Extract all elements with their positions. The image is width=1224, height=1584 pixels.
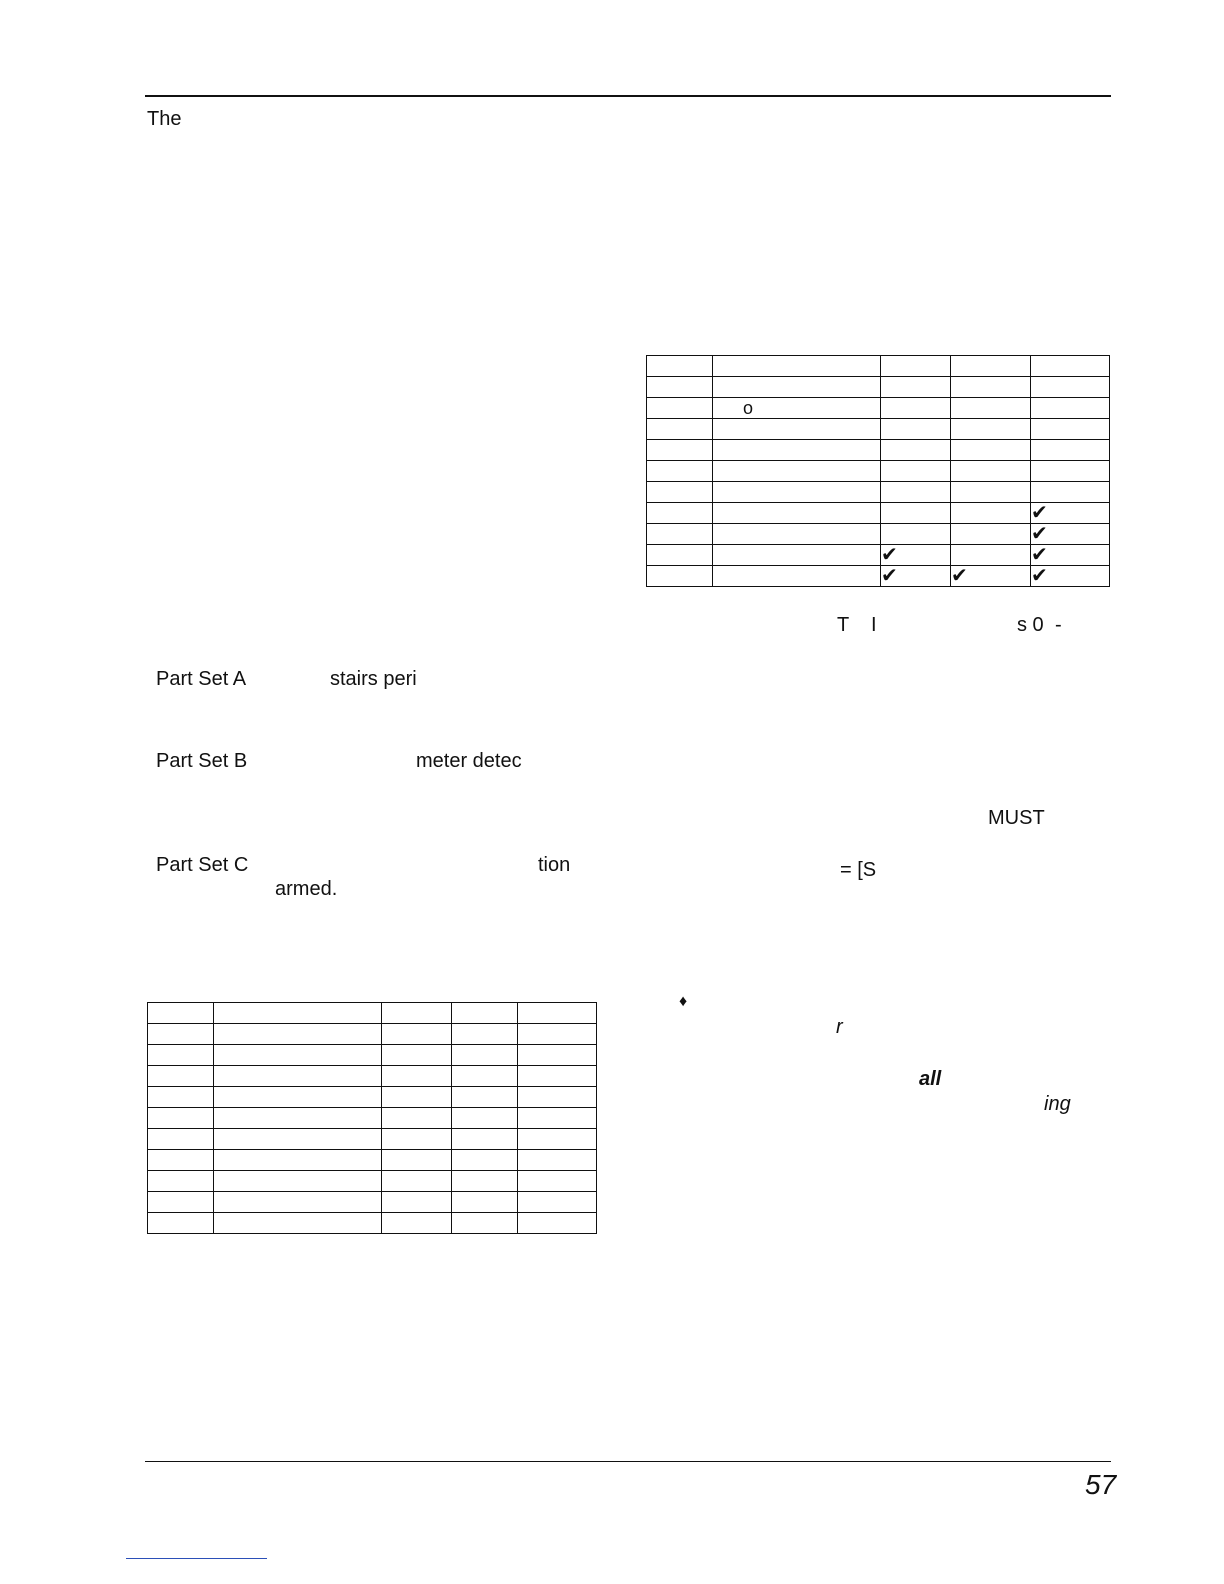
left-table-cell: [382, 1066, 452, 1087]
right-table-row: [647, 545, 1110, 566]
left-table-cell: [148, 1066, 214, 1087]
caption-fragment-dash: -: [1055, 614, 1062, 636]
right-table-cell: [713, 566, 881, 587]
right-table-row: [647, 356, 1110, 377]
left-table-cell: [452, 1108, 518, 1129]
right-table-cell: [647, 377, 713, 398]
left-table-cell: [214, 1150, 382, 1171]
left-table-cell: [214, 1108, 382, 1129]
right-table-cell: [647, 440, 713, 461]
check-mark-icon: ✔: [1031, 524, 1110, 545]
left-table-cell: [518, 1108, 597, 1129]
left-table-cell: [148, 1213, 214, 1234]
check-mark-icon: ✔: [1031, 545, 1110, 566]
right-table-cell: [951, 461, 1031, 482]
right-table-cell: [881, 461, 951, 482]
right-table-cell: [647, 482, 713, 503]
left-table-cell: [382, 1024, 452, 1045]
right-table-cell: [881, 356, 951, 377]
left-table-cell: [518, 1003, 597, 1024]
intro-word: The: [147, 108, 182, 130]
left-table-cell: [148, 1087, 214, 1108]
left-table-cell: [382, 1087, 452, 1108]
footer-link-underline: [126, 1558, 267, 1559]
right-table-row: [647, 398, 1110, 419]
right-table-cell: [647, 524, 713, 545]
left-table-row: [148, 1213, 597, 1234]
left-table-row: [148, 1003, 597, 1024]
right-table-cell: [713, 461, 881, 482]
left-table-cell: [214, 1129, 382, 1150]
left-table-cell: [148, 1003, 214, 1024]
bottom-rule: [145, 1461, 1111, 1462]
left-table-cell: [452, 1192, 518, 1213]
right-table-cell: [881, 398, 951, 419]
right-table-cell: [951, 503, 1031, 524]
left-table-cell: [148, 1150, 214, 1171]
left-table-cell: [148, 1192, 214, 1213]
left-table-cell: [214, 1066, 382, 1087]
right-table-cell: [951, 440, 1031, 461]
ing-fragment: ing: [1044, 1093, 1071, 1115]
right-table-cell: [881, 482, 951, 503]
left-table-cell: [382, 1003, 452, 1024]
left-table-cell: [452, 1066, 518, 1087]
right-table-row: [647, 440, 1110, 461]
caption-fragment-s0: s 0: [1017, 614, 1044, 636]
right-table-cell: [647, 566, 713, 587]
right-table-row: [647, 377, 1110, 398]
left-table-cell: [518, 1024, 597, 1045]
left-table-cell: [452, 1171, 518, 1192]
right-table-cell: [713, 545, 881, 566]
right-table-cell: [647, 503, 713, 524]
left-table-cell: [382, 1129, 452, 1150]
left-table-row: [148, 1108, 597, 1129]
right-table-cell: [1031, 398, 1110, 419]
left-table-row: [148, 1066, 597, 1087]
right-table-cell: [647, 398, 713, 419]
equals-fragment: = [S: [840, 859, 877, 881]
left-table-cell: [382, 1045, 452, 1066]
circle-mark: o: [713, 398, 881, 419]
right-table-cell: [647, 545, 713, 566]
left-table-cell: [518, 1192, 597, 1213]
left-table-cell: [518, 1150, 597, 1171]
check-mark-icon: ✔: [881, 566, 951, 587]
right-table-cell: [1031, 419, 1110, 440]
left-table-cell: [214, 1003, 382, 1024]
right-table-cell: [951, 419, 1031, 440]
right-table-cell: [881, 377, 951, 398]
left-table-row: [148, 1192, 597, 1213]
left-table-cell: [214, 1171, 382, 1192]
part-set-a-fragment: stairs peri: [330, 668, 417, 690]
left-table-cell: [518, 1066, 597, 1087]
left-table-cell: [518, 1213, 597, 1234]
diamond-bullet-icon: ♦: [679, 993, 688, 1010]
italic-r-fragment: r: [836, 1016, 843, 1038]
part-set-c-fragment: tion: [538, 854, 571, 876]
left-table-cell: [452, 1087, 518, 1108]
left-table-cell: [452, 1150, 518, 1171]
left-table-cell: [518, 1087, 597, 1108]
caption-fragment-t: T: [837, 614, 850, 636]
left-table-cell: [518, 1129, 597, 1150]
left-table-cell: [148, 1171, 214, 1192]
right-table-row: [647, 461, 1110, 482]
caption-fragment-i: I: [871, 614, 877, 636]
right-table-row: [647, 503, 1110, 524]
right-table-cell: [881, 503, 951, 524]
all-emphasis: all: [919, 1068, 942, 1090]
right-table-cell: [713, 482, 881, 503]
part-set-b-fragment: meter detec: [416, 750, 522, 772]
left-table-cell: [382, 1171, 452, 1192]
left-table-cell: [148, 1129, 214, 1150]
right-table-cell: [1031, 482, 1110, 503]
check-mark-icon: ✔: [881, 545, 951, 566]
left-table-cell: [214, 1213, 382, 1234]
right-table-cell: [647, 356, 713, 377]
right-table: [646, 355, 1110, 587]
left-table-cell: [214, 1045, 382, 1066]
left-table-row: [148, 1087, 597, 1108]
check-mark-icon: ✔: [1031, 503, 1110, 524]
right-table-row: [647, 419, 1110, 440]
left-table-cell: [452, 1024, 518, 1045]
part-set-a-label: Part Set A: [156, 668, 247, 690]
left-table-cell: [214, 1192, 382, 1213]
left-table-cell: [452, 1045, 518, 1066]
right-table-cell: [713, 356, 881, 377]
left-table-row: [148, 1129, 597, 1150]
right-table-cell: [1031, 461, 1110, 482]
left-table-row: [148, 1171, 597, 1192]
right-table-row: [647, 566, 1110, 587]
right-table-cell: [881, 524, 951, 545]
part-set-c-label: Part Set C: [156, 854, 249, 876]
right-table-row: [647, 482, 1110, 503]
part-set-c-continuation: armed.: [275, 878, 338, 900]
check-mark-icon: ✔: [1031, 566, 1110, 587]
left-table-cell: [382, 1150, 452, 1171]
right-table-cell: [881, 440, 951, 461]
right-table-cell: [713, 440, 881, 461]
right-table-cell: [713, 377, 881, 398]
left-table-row: [148, 1045, 597, 1066]
left-table-row: [148, 1024, 597, 1045]
right-table-cell: [881, 419, 951, 440]
check-mark-icon: ✔: [951, 566, 1031, 587]
top-rule: [145, 95, 1111, 97]
left-table-cell: [518, 1171, 597, 1192]
right-table-cell: [647, 461, 713, 482]
left-table-cell: [148, 1108, 214, 1129]
right-table-cell: [1031, 356, 1110, 377]
left-table-cell: [214, 1087, 382, 1108]
right-table-cell: [647, 419, 713, 440]
left-table-cell: [148, 1045, 214, 1066]
right-table-cell: [951, 356, 1031, 377]
right-table-cell: [951, 524, 1031, 545]
left-table-cell: [452, 1003, 518, 1024]
right-table-cell: [713, 524, 881, 545]
left-table-cell: [452, 1129, 518, 1150]
left-table-cell: [382, 1192, 452, 1213]
right-table-cell: [951, 398, 1031, 419]
right-table-row: [647, 524, 1110, 545]
part-set-b-label: Part Set B: [156, 750, 248, 772]
right-table-cell: [1031, 440, 1110, 461]
left-table-cell: [214, 1024, 382, 1045]
right-table-cell: [1031, 377, 1110, 398]
right-table-cell: [713, 503, 881, 524]
right-table-cell: [713, 419, 881, 440]
page-number: 57: [1085, 1469, 1117, 1500]
left-table-cell: [518, 1045, 597, 1066]
left-table-row: [148, 1150, 597, 1171]
right-table-cell: [951, 482, 1031, 503]
right-table-cell: [951, 545, 1031, 566]
must-word: MUST: [988, 807, 1045, 829]
right-table-cell: [951, 377, 1031, 398]
left-table-cell: [452, 1213, 518, 1234]
left-table-cell: [148, 1024, 214, 1045]
left-table-cell: [382, 1213, 452, 1234]
left-table: [147, 1002, 597, 1234]
left-table-cell: [382, 1108, 452, 1129]
